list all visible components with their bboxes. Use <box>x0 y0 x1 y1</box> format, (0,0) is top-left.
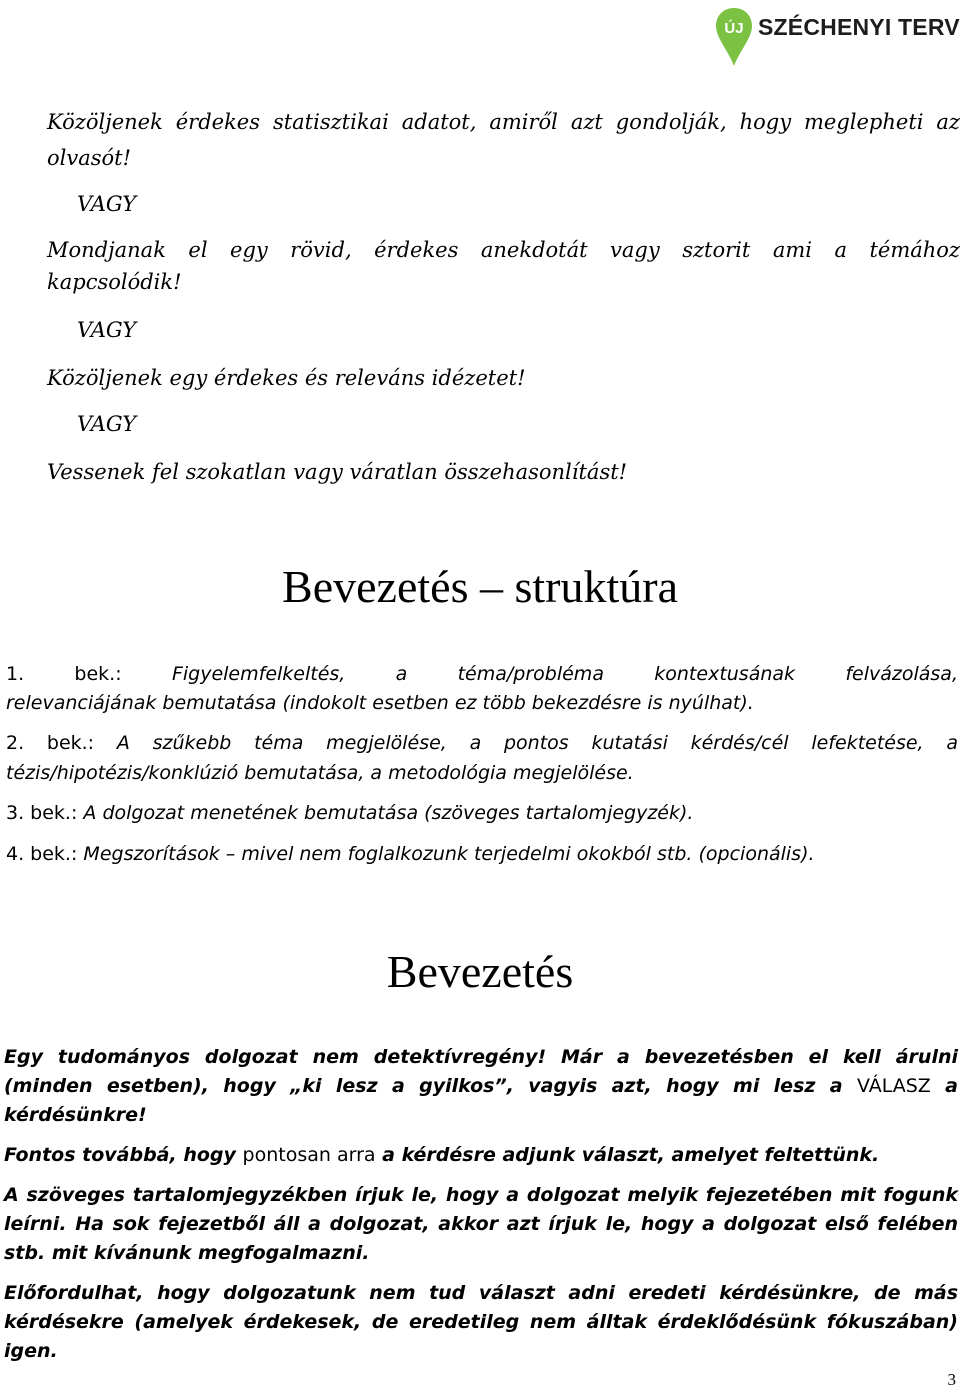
page-number: 3 <box>947 1370 956 1389</box>
paragraph-line: kapcsolódik! <box>47 270 182 294</box>
emphasis-span: pontosan arra <box>242 1144 376 1166</box>
item-text: A dolgozat menetének bemutatása (szöveges tartalomjegyzék). <box>83 802 694 824</box>
item-label: 4. bek.: <box>6 843 78 865</box>
paragraph-line: Közöljenek egy érdekes és releváns idézetet! <box>47 366 526 390</box>
text-span: (minden esetben), hogy „ki lesz a gyilkos”, vagyis azt, hogy mi lesz a <box>4 1075 843 1097</box>
logo-text: SZÉCHENYI TERV <box>758 14 960 40</box>
section-title-structure: Bevezetés – struktúra <box>282 561 678 612</box>
paragraph-line: kérdésünkre! <box>4 1104 147 1126</box>
list-item-line <box>6 732 958 754</box>
paragraph-line: olvasót! <box>47 146 132 170</box>
text-span: Fontos továbbá, hogy <box>4 1144 236 1166</box>
map-pin-logo-icon <box>714 6 754 68</box>
list-item-line: relevanciájának bemutatása (indokolt esetben ez több bekezdésre is nyúlhat). <box>6 692 754 714</box>
paragraph-line: Közöljenek érdekes statisztikai adatot, amiről azt gondolják, hogy meglepheti az <box>47 110 960 134</box>
paragraph-line: Mondjanak el egy rövid, érdekes anekdotát vagy sztorit ami a témához <box>47 238 960 262</box>
item-label: 3. bek.: <box>6 802 78 824</box>
svg-text:ÚJ: ÚJ <box>724 20 744 37</box>
paragraph-line: Vessenek fel szokatlan vagy váratlan összehasonlítást! <box>47 460 628 484</box>
or-separator: VAGY <box>77 412 137 436</box>
or-separator: VAGY <box>77 192 137 216</box>
paragraph-line: leírni. Ha sok fejezetből áll a dolgozat, akkor azt írjuk le, hogy a dolgozat első felében <box>4 1213 958 1235</box>
text-span: a <box>945 1075 958 1097</box>
szechenyi-terv-logo <box>712 0 960 72</box>
section-title-intro: Bevezetés <box>386 946 574 997</box>
paragraph-line: kérdésekre (amelyek érdekesek, de eredetileg nem álltak érdeklődésünk fókuszában) <box>4 1311 958 1333</box>
list-item-line <box>6 843 815 865</box>
item-text: Figyelemfelkeltés, a téma/probléma kontextusának felvázolása, <box>171 663 958 685</box>
item-text: Megszorítások – mivel nem foglalkozunk terjedelmi okokból stb. (opcionális). <box>83 843 815 865</box>
list-item-line <box>6 663 958 685</box>
item-text: A szűkebb téma megjelölése, a pontos kutatási kérdés/cél lefektetése, a <box>116 732 958 754</box>
or-separator: VAGY <box>77 318 137 342</box>
list-item-line <box>6 802 693 824</box>
list-item-line: tézis/hipotézis/konklúzió bemutatása, a metodológia megjelölése. <box>6 762 634 784</box>
paragraph-line: Előfordulhat, hogy dolgozatunk nem tud választ adni eredeti kérdésünkre, de más <box>4 1282 958 1304</box>
paragraph-line: igen. <box>4 1340 58 1362</box>
item-label: 1. bek.: <box>6 663 122 685</box>
answer-highlight: VÁLASZ <box>856 1075 931 1097</box>
item-label: 2. bek.: <box>6 732 95 754</box>
paragraph-line: Egy tudományos dolgozat nem detektívregény! Már a bevezetésben el kell árulni <box>4 1046 958 1068</box>
paragraph-line: stb. mit kívánunk megfogalmazni. <box>4 1242 370 1264</box>
text-span: a kérdésre adjunk választ, amelyet feltettünk. <box>382 1144 880 1166</box>
paragraph-line <box>4 1075 958 1097</box>
paragraph-line <box>4 1144 879 1166</box>
paragraph-line: A szöveges tartalomjegyzékben írjuk le, hogy a dolgozat melyik fejezetében mit fogunk <box>4 1184 958 1206</box>
